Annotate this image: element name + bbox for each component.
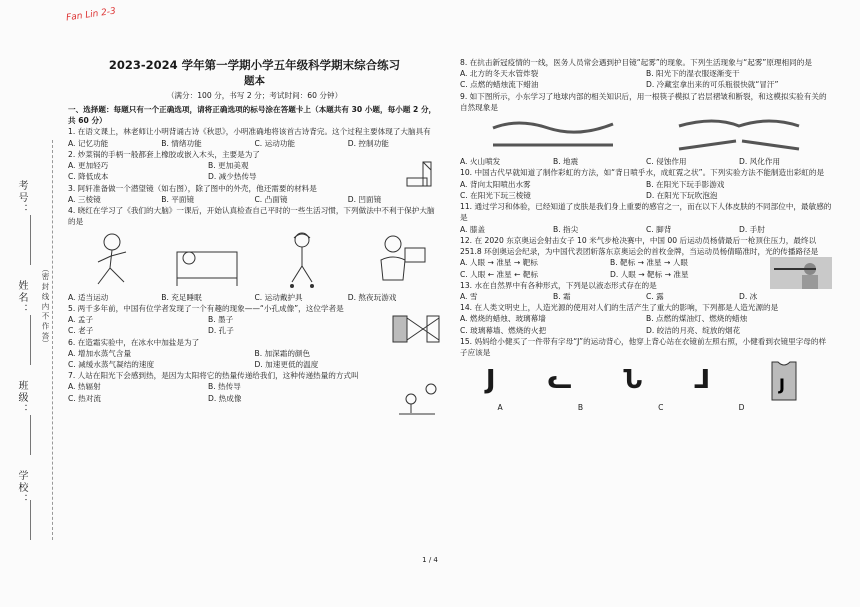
question-3: 3. 阿轩准备做一个潜望镜（如右图），除了图中的外壳，他还需要的材料是 A. 三棱镜 B. 平面镜 C. 凸面镜 D. 凹面镜 <box>68 183 441 205</box>
option[interactable]: D. 风化作用 <box>739 157 781 167</box>
glyph-b: ᓚ <box>547 365 572 396</box>
glyph-d: ᒧ <box>693 365 711 396</box>
option[interactable]: C. 人眼 ← 准星 ← 靶标 <box>460 269 539 279</box>
question-5: 5. 两千多年前，中国有位学者发现了一个有趣的现象——“小孔成像”，这位学者是 A. 孟子 B. 墨子 C. 老子 D. 孔子 <box>68 303 441 337</box>
option[interactable]: A. 增加水蒸气含量 <box>68 348 132 358</box>
question-12: 12. 在 2020 东京奥运会射击女子 10 米气步枪决赛中，中国 00 后运动员杨倩最后一枪顶住压力，最终以 251.8 环创奥运会纪录，为中国代表团斩落东京奥运会的首枚金牌，当运动员杨倩瞄准时，光的传播路径是 A. 人眼 → 准星 → 靶标 B. 靶标 → 准星 → 人眼 C. 人眼 ← 准星 ← 靶标 D. 人眼 → 靶标 → 准星 <box>460 235 832 280</box>
option[interactable]: D. 凹面镜 <box>347 194 382 204</box>
question-2: 2. 炒菜锅的手柄一般都套上橡胶或嵌入木头，主要是为了 A. 更加轻巧 B. 更加美观 C. 降低成本 D. 减少热传导 <box>68 149 441 183</box>
option[interactable]: D. 控制功能 <box>347 138 389 148</box>
handwritten-note: Fan Lin 2-3 <box>65 6 117 24</box>
option[interactable]: B. 情绪功能 <box>161 138 202 148</box>
option[interactable]: B. 阳光下的湿衣服逐渐变干 <box>646 69 740 79</box>
option[interactable]: B <box>577 403 584 413</box>
option[interactable]: B. 平面镜 <box>161 194 195 204</box>
option[interactable]: B. 地震 <box>553 157 579 167</box>
page-number: 1 / 4 <box>422 556 438 564</box>
option[interactable]: A. 热辐射 <box>68 382 101 392</box>
option[interactable]: A. 北方的冬天水管炸裂 <box>460 69 539 79</box>
question-9: 9. 如下图所示，小东学习了地球内部的相关知识后，用一根筷子模拟了岩层褶皱和断裂，和这模拟实验有关的自然现象是 A. 火山喷发 B. 地震 C. 侵蚀作用 D. 风化作用 <box>460 91 832 168</box>
option[interactable]: B. 热传导 <box>208 382 241 392</box>
question-1: 1. 在语文课上，林老师让小明背诵古诗《秋思》，小明准确地将该首古诗背完。这个过程主要体现了大脑具有 A. 记忆功能 B. 情绪功能 C. 运动功能 D. 控制功能 <box>68 126 441 148</box>
option[interactable]: A. 雪 <box>460 291 478 301</box>
shooter-photo <box>770 257 832 289</box>
question-4: 4. 晓红在学习了《我们的大脑》一课后，开始认真检查自己平时的一些生活习惯，下列做法中不利于保护大脑的是 A. 适当运动 B. 充足睡眠 C. 运动戴护具 D. 熬夜玩游戏 <box>68 205 441 303</box>
option[interactable]: C. 运动戴护具 <box>254 292 303 302</box>
sleeping-image <box>163 230 251 290</box>
option[interactable]: C. 减缓水蒸气凝结的速度 <box>68 360 155 369</box>
glyph-c: Ն <box>623 365 643 396</box>
question-7: 7. 人站在阳光下会感到热，是因为太阳将它的热量传递给我们，这种传递热量的方式叫 A. 热辐射 B. 热传导 C. 热对流 D. 热成像 <box>68 370 441 404</box>
label-name: 姓名： <box>16 280 27 316</box>
question-8: 8. 在抗击新冠疫情的一线，医务人员常会遇到护目镜“起雾”的现象。下列生活现象与“起雾”原理相同的是 A. 北方的冬天水管炸裂 B. 阳光下的湿衣服逐渐变干 C. 点燃的蜡烛流下蜡油 D. 冷藏室拿出来的可乐瓶很快就“冒汗” <box>460 57 832 91</box>
exam-meta: （满分：100 分，书写 2 分；考试时间：60 分钟） <box>166 90 343 100</box>
option[interactable]: B. 指尖 <box>553 224 579 234</box>
option[interactable]: C <box>658 403 664 413</box>
label-class: 班级： <box>16 380 27 416</box>
option[interactable]: B. 更加美观 <box>208 161 249 171</box>
option[interactable]: C. 侵蚀作用 <box>646 157 687 167</box>
option[interactable]: A. 适当运动 <box>68 292 109 302</box>
fold-experiment-image <box>460 114 832 134</box>
option[interactable]: C. 点燃的蜡烛流下蜡油 <box>460 80 539 90</box>
option[interactable]: C. 老子 <box>68 326 94 336</box>
sun-person-image <box>395 381 441 415</box>
page-subtitle: 题本 <box>244 75 265 88</box>
question-13: 13. 水在自然界中有各种形式，下列是以液态形式存在的是 A. 雪 B. 霜 C. 露 D. 冰 <box>460 280 832 302</box>
svg-text:J: J <box>779 375 785 395</box>
option[interactable]: A. 背向太阳喷出水雾 <box>460 179 531 189</box>
option[interactable]: C. 凸面镜 <box>254 194 288 204</box>
periscope-image <box>401 160 441 188</box>
option[interactable]: A. 记忆功能 <box>68 138 109 148</box>
label-school: 学校： <box>16 470 27 506</box>
option[interactable]: A. 更加轻巧 <box>68 161 109 171</box>
option[interactable]: A. 三棱镜 <box>68 194 101 204</box>
section-heading: 一、选择题：每题只有一个正确选项，请将正确选项的标号涂在答题卡上（本题共有 30 小题，每小题 2 分，共 60 分） <box>68 105 437 126</box>
option[interactable]: D <box>738 403 745 413</box>
option[interactable]: D. 加速更低的温度 <box>254 360 319 369</box>
option[interactable]: D. 孔子 <box>208 326 234 336</box>
glyph-a: J <box>485 365 496 396</box>
running-girl-image <box>68 230 156 290</box>
option[interactable]: A. 孟子 <box>68 315 94 325</box>
option[interactable]: D. 人眼 → 靶标 → 准星 <box>610 269 689 279</box>
question-14: 14. 在人类文明史上，人造光源的使用对人们的生活产生了重大的影响，下列都是人造光源的是 A. 燃烧的蜡烛、玻璃幕墙 B. 点燃的煤油灯、燃烧的蜡烛 C. 玻璃幕墙、燃烧的火把 D. 皎洁的月亮、绽放的烟花 <box>460 302 832 336</box>
binding-strip <box>0 140 62 540</box>
option[interactable]: A. 燃烧的蜡烛、玻璃幕墙 <box>460 314 546 324</box>
option[interactable]: B. 加深霜的颜色 <box>254 348 311 358</box>
option[interactable]: B. 靶标 → 准星 → 人眼 <box>610 258 688 268</box>
option[interactable]: B. 墨子 <box>208 315 234 325</box>
question-15: 15. 妈妈给小健买了一件带有字母“J”的运动背心，他穿上背心站在衣镜前左照右照，小健看到衣镜里字母的样子应该是 J ᓚ Ն ᒧ J A B C D <box>460 336 827 413</box>
right-column <box>460 57 832 414</box>
option[interactable]: C. 在阳光下玩三棱镜 <box>460 190 531 200</box>
question-10: 10. 中国古代早就知道了制作彩虹的方法，如“背日喷乎水，成虹霓之状”。下列实验方法不能制造出彩虹的是 A. 背向太阳喷出水雾 B. 在阳光下玩手影游戏 C. 在阳光下玩三棱镜 D. 在阳光下玩吹泡泡 <box>460 167 832 201</box>
option[interactable]: D. 手肘 <box>739 224 765 234</box>
seal-warning: （密 封 线 内 不 作 答） <box>41 265 50 347</box>
page-title: 2023-2024 学年第一学期小学五年级科学期末综合练习 <box>108 58 401 72</box>
option[interactable]: B. 在阳光下玩手影游戏 <box>646 179 725 189</box>
option[interactable]: D. 冰 <box>739 291 758 301</box>
option[interactable]: C. 玻璃幕墙、燃烧的火把 <box>460 325 547 335</box>
option[interactable]: C. 热对流 <box>68 393 101 403</box>
option[interactable]: A <box>497 403 503 413</box>
option[interactable]: B. 霜 <box>553 291 571 301</box>
question-6: 6. 在造霜实验中，在冰水中加盐是为了 A. 增加水蒸气含量 B. 加深霜的颜色 C. 减缓水蒸气凝结的速度 D. 加速更低的温度 <box>68 337 441 371</box>
left-column <box>68 57 441 415</box>
option[interactable]: B. 点燃的煤油灯、燃烧的蜡烛 <box>646 314 748 324</box>
skater-image <box>258 230 346 290</box>
option[interactable]: D. 在阳光下玩吹泡泡 <box>646 190 718 200</box>
option[interactable]: B. 充足睡眠 <box>161 292 202 302</box>
option[interactable]: C. 运动功能 <box>254 138 296 148</box>
gamer-image <box>353 230 441 290</box>
option[interactable]: A. 火山喷发 <box>460 157 501 167</box>
pinhole-image <box>391 314 441 344</box>
option[interactable]: D. 减少热传导 <box>208 172 257 182</box>
option[interactable]: C. 露 <box>646 291 664 301</box>
option[interactable]: D. 冷藏室拿出来的可乐瓶很快就“冒汗” <box>646 80 779 90</box>
break-experiment-image <box>460 135 832 155</box>
option[interactable]: D. 皎洁的月亮、绽放的烟花 <box>646 325 741 335</box>
option[interactable]: A. 人眼 → 准星 → 靶标 <box>460 258 538 268</box>
option[interactable]: C. 脚背 <box>646 224 672 234</box>
option[interactable]: A. 膝盖 <box>460 224 486 234</box>
label-exam-number: 考号： <box>16 180 27 216</box>
jersey-image <box>762 358 806 402</box>
option[interactable]: D. 热成像 <box>208 393 242 403</box>
option[interactable]: D. 熬夜玩游戏 <box>347 292 397 302</box>
question-11: 11. 通过学习和体验，已经知道了皮肤是我们身上重要的感官之一，而在以下人体皮肤的不同部位中，最敏感的是 A. 膝盖 B. 指尖 C. 脚背 D. 手肘 <box>460 202 832 234</box>
option[interactable]: C. 降低成本 <box>68 172 109 182</box>
